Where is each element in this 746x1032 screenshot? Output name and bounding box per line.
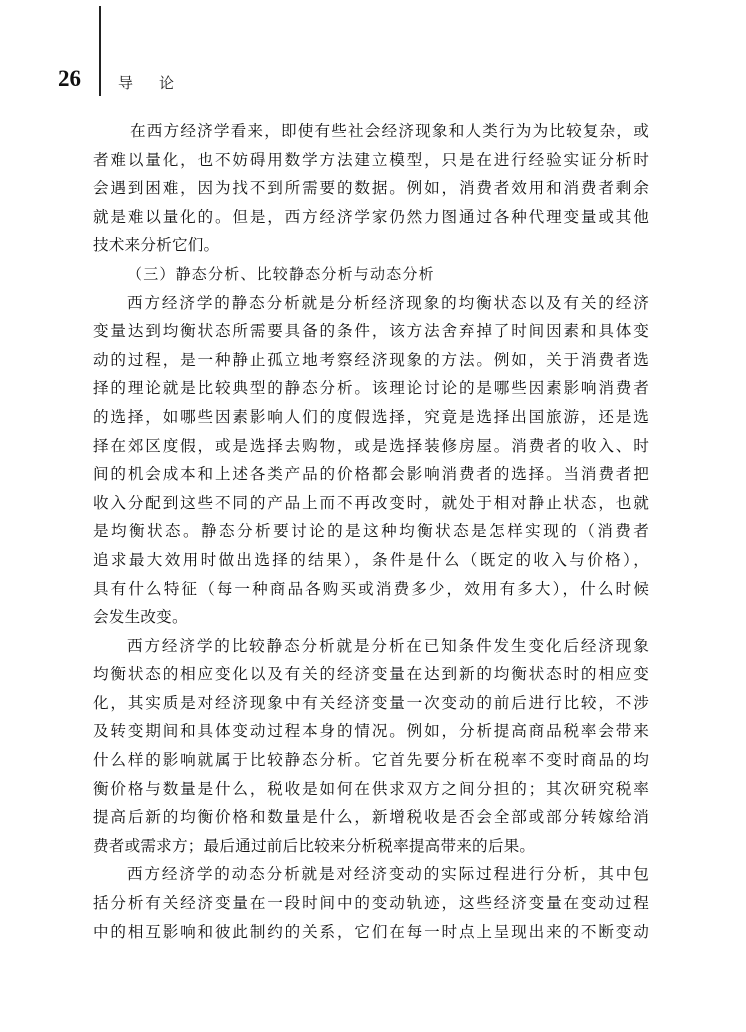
- text-line: 择在郊区度假，或是选择去购物，或是选择装修房屋。消费者的收入、时: [93, 436, 649, 455]
- text-line: 费者或需求方；最后通过前后比较来分析税率提高带来的后果。: [93, 836, 536, 855]
- text-line: 提高后新的均衡价格和数量是什么，新增税收是否会全部或部分转嫁给消: [93, 808, 649, 827]
- text-line: 动的过程，是一种静止孤立地考察经济现象的方法。例如，关于消费者选: [93, 350, 649, 369]
- text-line: 在西方经济学看来，即使有些社会经济现象和人类行为为比较复杂，或: [130, 122, 649, 140]
- text-line: 衡价格与数量是什么，税收是如何在供求双方之间分担的；其次研究税率: [93, 779, 649, 798]
- text-line: 括分析有关经济变量在一段时间中的变动轨迹，这些经济变量在变动过程: [93, 894, 649, 913]
- text-line: 具有什么特征（每一种商品各购买或消费多少，效用有多大），什么时候: [93, 579, 649, 598]
- running-head: 导论: [118, 74, 201, 92]
- text-line: 中的相互影响和彼此制约的关系，它们在每一时点上呈现出来的不断变动: [93, 922, 649, 941]
- text-line: 均衡状态的相应变化以及有关的经济变量在达到新的均衡状态时的相应变: [93, 665, 649, 684]
- text-line: 会发生改变。: [93, 608, 188, 627]
- section-heading: （三）静态分析、比较静态分析与动态分析: [127, 264, 435, 283]
- text-line: 者难以量化，也不妨碍用数学方法建立模型，只是在进行经验实证分析时: [93, 150, 649, 169]
- text-line: 间的机会成本和上述各类产品的价格都会影响消费者的选择。当消费者把: [93, 465, 649, 484]
- page-number: 26: [58, 66, 81, 91]
- text-line: 西方经济学的比较静态分析就是分析在已知条件发生变化后经济现象: [127, 636, 649, 655]
- text-line: 会遇到困难，因为找不到所需要的数据。例如，消费者效用和消费者剩余: [93, 179, 649, 198]
- text-line: 收入分配到这些不同的产品上而不再改变时，就处于相对静止状态，也就: [93, 493, 649, 512]
- header-divider: [99, 6, 101, 96]
- text-line: 技术来分析它们。: [93, 236, 220, 255]
- text-line: 化，其实质是对经济现象中有关经济变量一次变动的前后进行比较，不涉: [93, 693, 649, 712]
- text-line: 就是难以量化的。但是，西方经济学家仍然力图通过各种代理变量或其他: [93, 207, 649, 226]
- text-line: 是均衡状态。静态分析要讨论的是这种均衡状态是怎样实现的（消费者: [93, 522, 649, 541]
- text-line: 追求最大效用时做出选择的结果），条件是什么（既定的收入与价格），: [93, 550, 649, 569]
- text-line: 西方经济学的动态分析就是对经济变动的实际过程进行分析，其中包: [127, 865, 649, 884]
- text-line: 及转变期间和具体变动过程本身的情况。例如，分析提高商品税率会带来: [93, 722, 649, 741]
- body-text: [93, 117, 649, 946]
- text-line: 择的理论就是比较典型的静态分析。该理论讨论的是哪些因素影响消费者: [93, 379, 649, 398]
- text-line: 变量达到均衡状态所需要具备的条件，该方法舍弃掉了时间因素和具体变: [93, 322, 649, 341]
- text-line: 什么样的影响就属于比较静态分析。它首先要分析在税率不变时商品的均: [93, 751, 649, 770]
- text-line: 的选择，如哪些因素影响人们的度假选择，究竟是选择出国旅游，还是选: [93, 407, 649, 426]
- text-line: 西方经济学的静态分析就是分析经济现象的均衡状态以及有关的经济: [127, 293, 649, 312]
